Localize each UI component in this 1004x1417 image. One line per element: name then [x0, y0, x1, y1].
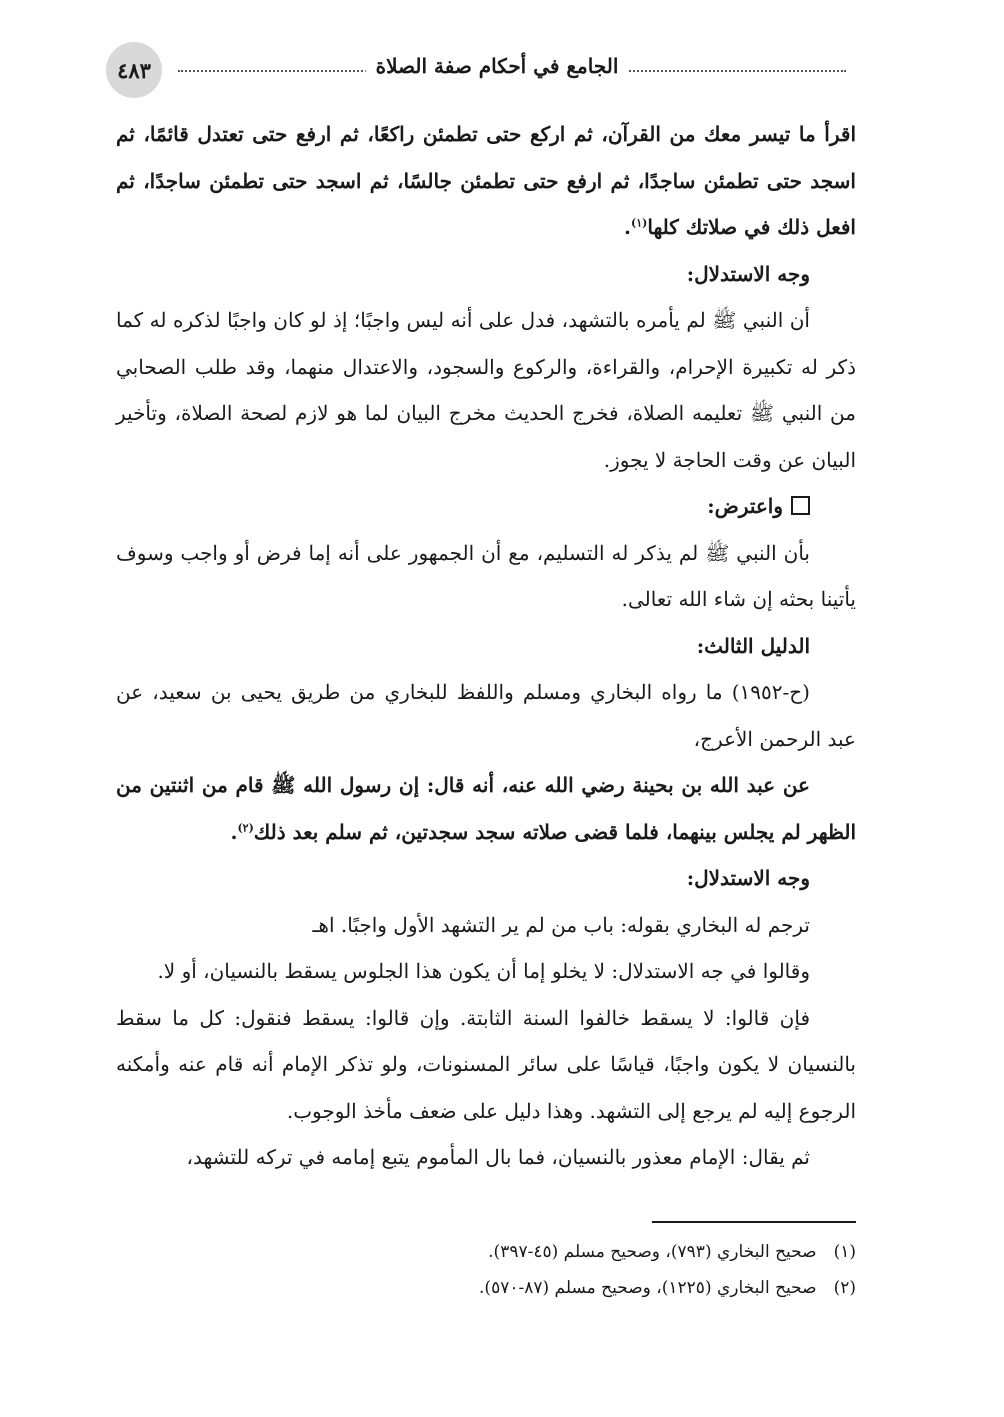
objection-heading-label: واعترض:: [707, 494, 783, 518]
section-heading-inference-2: وجه الاستدلال:: [686, 866, 810, 890]
inference-2-p2: وقالوا في جه الاستدلال: لا يخلو إما أن يكون هذا الجلوس يسقط بالنسيان، أو لا.: [157, 959, 810, 983]
hadith-text: عن عبد الله بن بحينة رضي الله عنه، أنه قال: إن رسول الله ﷺ قام من اثنتين من الظهر لم يجلس بينهما، فلما قضى صلاته سجد سجدتين، ثم سلم بعد ذلك: [116, 773, 856, 844]
footnote-text: صحيح البخاري (٧٩٣)، وصحيح مسلم (٤٥-٣٩٧).: [488, 1242, 817, 1262]
sentence-end: .: [624, 215, 631, 239]
third-evidence-heading: الدليل الثالث:: [696, 633, 810, 658]
footnote-1: [116, 1234, 856, 1270]
section-heading-inference-1: وجه الاستدلال:: [686, 261, 810, 286]
hadith-continuation-text: اقرأ ما تيسر معك من القرآن، ثم اركع حتى تطمئن راكعًا، ثم ارفع حتى تعتدل قائمًا، ثم اسجد حتى تطمئن ساجدًا، ثم ارفع حتى تطمئن جالسًا، ثم اسجد حتى تطمئن ساجدًا، ثم افعل ذلك في صلاتك كلها: [116, 122, 856, 239]
inference-2-p3: فإن قالوا: لا يسقط خالفوا السنة الثابتة. وإن قالوا: يسقط فنقول: كل ما سقط بالنسيان لا يكون واجبًا، قياسًا على سائر المسنونات، ولو تذكر الإمام أنه قام عنه وأمكنه الرجوع إليه لم يرجع إلى التشهد. وهذا دليل على ضعف مأخذ الوجوب.: [116, 1005, 856, 1123]
inference-1-paragraph: أن النبي ﷺ لم يأمره بالتشهد، فدل على أنه ليس واجبًا؛ إذ لو كان واجبًا لذكره له كما ذكر له تكبيرة الإحرام، والقراءة، والركوع والسجود، والاعتدال منهما، وقد طلب الصحابي من النبي ﷺ تعليمه الصلاة، فخرج الحديث مخرج البيان لما هو لازم لصحة الصلاة، وتأخير البيان عن وقت الحاجة لا يجوز.: [116, 308, 856, 472]
footnote-number: (٢): [833, 1278, 856, 1298]
footnote-2: [116, 1270, 856, 1306]
third-evidence-hadith: [116, 762, 856, 855]
page-body: [116, 111, 856, 1181]
page-number: ٤٨٣: [106, 42, 162, 98]
checkbox-icon: [791, 496, 810, 515]
footnote-separator: [652, 1221, 856, 1223]
footnotes: [116, 1234, 856, 1306]
running-title: الجامع في أحكام صفة الصلاة: [366, 54, 629, 78]
objection-paragraph: بأن النبي ﷺ لم يذكر له التسليم، مع أن الجمهور على أنه إما فرض أو واجب وسوف يأتينا بحثه إن شاء الله تعالى.: [116, 540, 856, 611]
footnote-text: صحيح البخاري (١٢٢٥)، وصحيح مسلم (٨٧-٥٧٠).: [479, 1278, 817, 1298]
page-header: [106, 42, 846, 98]
sentence-end: .: [230, 819, 238, 844]
inference-2-p4: ثم يقال: الإمام معذور بالنسيان، فما بال المأموم يتبع إمامه في تركه للتشهد،: [186, 1145, 810, 1169]
objection-heading: [116, 483, 856, 530]
inference-2-p1: ترجم له البخاري بقوله: باب من لم ير التشهد الأول واجبًا. اهـ: [312, 912, 810, 937]
footnote-ref-2[interactable]: (٢): [237, 820, 254, 834]
footnote-number: (١): [833, 1242, 856, 1262]
third-evidence-intro: (ح-١٩٥٢) ما رواه البخاري ومسلم واللفظ للبخاري من طريق يحيى بن سعيد، عن عبد الرحمن الأعرج،: [116, 680, 856, 751]
footnote-ref-1[interactable]: (١): [630, 216, 648, 230]
hadith-continuation: [116, 111, 856, 251]
